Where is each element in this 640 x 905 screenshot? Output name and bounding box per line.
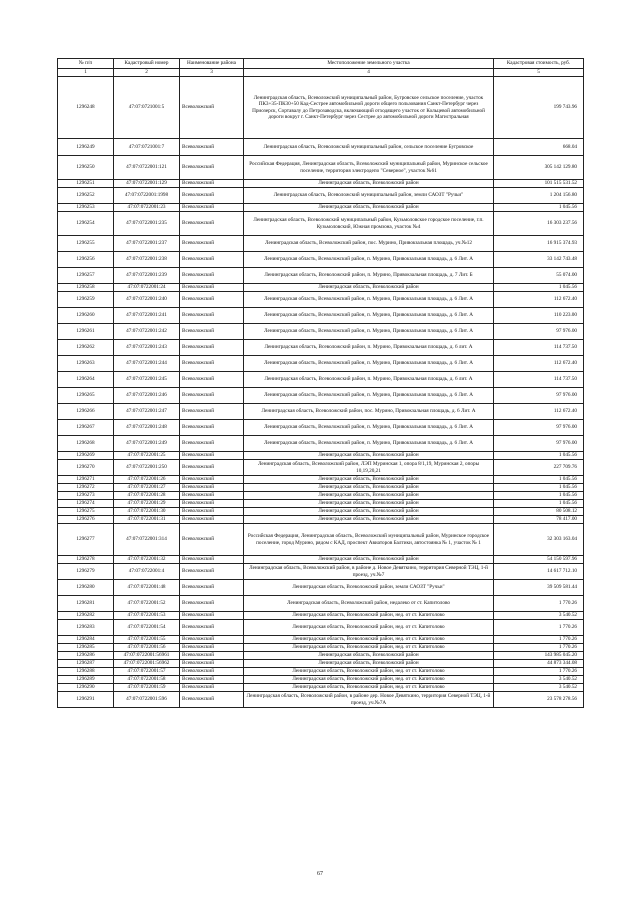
row-number: 1296249 — [58, 139, 114, 156]
row-number: 1296279 — [58, 564, 114, 580]
cadastral-number: 47:07:0722001:48 — [114, 580, 180, 596]
location: Ленинградская область, Всеволожский район, нед. от ст. Капитолово — [244, 612, 494, 620]
location: Ленинградская область, Всеволожский район, п. Мурино, Привокзальная площадь, д. 6 Лит. А — [244, 324, 494, 340]
district-name: Всеволожский — [180, 268, 244, 284]
location: Ленинградская область, Всеволожский муниципальный район, сельское поселение Бугровское — [244, 139, 494, 156]
row-number: 1296276 — [58, 516, 114, 524]
district-name: Всеволожский — [180, 324, 244, 340]
table-row — [58, 564, 584, 580]
district-name: Всеволожский — [180, 676, 244, 684]
table-row — [58, 204, 584, 212]
table-row — [58, 516, 584, 524]
cadastral-value: 668.04 — [494, 139, 584, 156]
cadastral-number: 47:07:0722001:54 — [114, 620, 180, 636]
cadastral-number: 47:07:0722001:237 — [114, 236, 180, 252]
location: Ленинградская область, Всеволожский район — [244, 204, 494, 212]
location: Ленинградская область, Всеволожский район — [244, 660, 494, 668]
cadastral-number: 47:07:0722001:58 — [114, 676, 180, 684]
cadastral-value: 1 045.56 — [494, 500, 584, 508]
district-name: Всеволожский — [180, 484, 244, 492]
cadastral-value: 55 074.00 — [494, 268, 584, 284]
district-name: Всеволожский — [180, 436, 244, 452]
cadastral-value: 3 540.52 — [494, 684, 584, 692]
location: Ленинградская область, Всеволожский район — [244, 452, 494, 460]
row-number: 1296285 — [58, 644, 114, 652]
district-name: Всеволожский — [180, 684, 244, 692]
row-number: 1296251 — [58, 180, 114, 188]
cadastral-value: 1 045.56 — [494, 204, 584, 212]
location: Ленинградская область, Всеволожский район, п. Мурино, Привокзальная площадь, д. 6 Лит. А — [244, 420, 494, 436]
table-row — [58, 500, 584, 508]
column-index: 3 — [180, 69, 244, 77]
cadastral-number: 47:07:0722001:240 — [114, 292, 180, 308]
location: Ленинградская область, Всеволожский район, п. Мурино, Привокзальная площадь, д. 6 лит. А — [244, 340, 494, 356]
location: Ленинградская область, Всеволожский район, ЛЭП Муринская 1, опора 8/1,19, Муринская 2, опоры 10,19,20,21 — [244, 460, 494, 476]
row-number: 1296289 — [58, 676, 114, 684]
row-number: 1296283 — [58, 620, 114, 636]
table-row — [58, 372, 584, 388]
table-row — [58, 340, 584, 356]
district-name: Всеволожский — [180, 372, 244, 388]
table-row — [58, 476, 584, 484]
location: Ленинградская область, Всеволожский район, нед. от ст. Капитолово — [244, 636, 494, 644]
cadastral-number: 47:07:0722001:314 — [114, 524, 180, 556]
row-number: 1296248 — [58, 77, 114, 139]
header-row — [58, 59, 584, 69]
cadastral-number: 47:07:0722001:129 — [114, 180, 180, 188]
cadastral-number: 47:07:0722001:26 — [114, 476, 180, 484]
district-name: Всеволожский — [180, 236, 244, 252]
location: Ленинградская область, Всеволожский район — [244, 180, 494, 188]
cadastral-value: 114 737.50 — [494, 340, 584, 356]
location: Ленинградская область, Всеволожский район, недалеко от ст. Капитолово — [244, 596, 494, 612]
location: Ленинградская область, Всеволожский район, нед. от ст. Капитолово — [244, 620, 494, 636]
table-row — [58, 212, 584, 236]
column-index: 5 — [494, 69, 584, 77]
location: Российская Федерация, Ленинградская область, Всеволожский муниципальный район, Муринское сельское поселение, территория электродепо "Северное", участок №61 — [244, 156, 494, 180]
table-row — [58, 484, 584, 492]
cadastral-value: 3 540.52 — [494, 676, 584, 684]
table-row — [58, 77, 584, 139]
location: Ленинградская область, Всеволожский район, в районе д. Новое Девяткино, территория Северной ТЭЦ, 1-й проезд, уч.№7 — [244, 564, 494, 580]
cadastral-value: 80 508.12 — [494, 508, 584, 516]
row-number: 1296265 — [58, 388, 114, 404]
district-name: Всеволожский — [180, 612, 244, 620]
cadastral-number: 47:07:0722001:121 — [114, 156, 180, 180]
cadastral-value: 1 045.56 — [494, 492, 584, 500]
location: Ленинградская область, Всеволожский район, п. Мурино, Привокзальная площадь, д. 6 Лит. А — [244, 356, 494, 372]
district-name: Всеволожский — [180, 388, 244, 404]
table-row — [58, 660, 584, 668]
location: Ленинградская область, Всеволожский район, п. Мурино, Привокзальная площадь, д. 6 Лит. А — [244, 308, 494, 324]
row-number: 1296269 — [58, 452, 114, 460]
table-row — [58, 652, 584, 660]
table-row — [58, 524, 584, 556]
row-number: 1296282 — [58, 612, 114, 620]
header-district: Наименование района — [180, 59, 244, 69]
cadastral-number: 47:07:0722001:56 — [114, 644, 180, 652]
cadastral-value: 199 743.96 — [494, 77, 584, 139]
location: Ленинградская область, Всеволожский район, нед. от ст. Капитолово — [244, 668, 494, 676]
location: Ленинградская область, Всеволожский район — [244, 284, 494, 292]
location: Ленинградская область, Всеволожский район — [244, 484, 494, 492]
cadastral-value: 110 223.00 — [494, 308, 584, 324]
cadastral-value: 33 142 743.48 — [494, 252, 584, 268]
district-name: Всеволожский — [180, 644, 244, 652]
district-name: Всеволожский — [180, 420, 244, 436]
district-name: Всеволожский — [180, 596, 244, 612]
location: Ленинградская область, Всеволожский район, п. Мурино, Привокзальная площадь, д. 6 Лит. А — [244, 292, 494, 308]
row-number: 1296267 — [58, 420, 114, 436]
district-name: Всеволожский — [180, 668, 244, 676]
cadastral-number: 47:07:0722001:249 — [114, 436, 180, 452]
location: Ленинградская область, Всеволожский район, нед. от ст. Капитолово — [244, 684, 494, 692]
row-number: 1296259 — [58, 292, 114, 308]
column-index: 4 — [244, 69, 494, 77]
row-number: 1296290 — [58, 684, 114, 692]
table-row — [58, 644, 584, 652]
cadastral-number: 47:07:0721001:7 — [114, 139, 180, 156]
location: Ленинградская область, Всеволожский район, пос. Мурино, Привокзальная площадь, д. 6 Лит. А — [244, 404, 494, 420]
cadastral-value: 1 045.56 — [494, 284, 584, 292]
row-number: 1296261 — [58, 324, 114, 340]
cadastral-value: 1 045.56 — [494, 476, 584, 484]
location: Ленинградская область, Всеволожский район — [244, 492, 494, 500]
row-number: 1296252 — [58, 188, 114, 204]
row-number: 1296272 — [58, 484, 114, 492]
column-index: 2 — [114, 69, 180, 77]
location: Ленинградская область, Всеволожский район, земли САОЗТ "Ручьи" — [244, 580, 494, 596]
table-row — [58, 460, 584, 476]
row-number: 1296274 — [58, 500, 114, 508]
cadastral-number: 47:07:0722001:250 — [114, 460, 180, 476]
district-name: Всеволожский — [180, 516, 244, 524]
row-number: 1296270 — [58, 460, 114, 476]
cadastral-value: 1 770.26 — [494, 644, 584, 652]
row-number: 1296275 — [58, 508, 114, 516]
row-number: 1296281 — [58, 596, 114, 612]
cadastral-value: 305 142 129.80 — [494, 156, 584, 180]
column-index: 1 — [58, 69, 114, 77]
cadastral-number: 47:07:0722001:242 — [114, 324, 180, 340]
district-name: Всеволожский — [180, 564, 244, 580]
cadastral-value: 14 617 712.10 — [494, 564, 584, 580]
table-row — [58, 420, 584, 436]
table-row — [58, 236, 584, 252]
location: Ленинградская область, Всеволожский район — [244, 476, 494, 484]
row-number: 1296288 — [58, 668, 114, 676]
cadastral-value: 1 770.26 — [494, 668, 584, 676]
row-number: 1296262 — [58, 340, 114, 356]
cadastral-number: 47:07:0722001:243 — [114, 340, 180, 356]
cadastral-value: 112 672.40 — [494, 404, 584, 420]
table-row — [58, 404, 584, 420]
location: Ленинградская область, Всеволожский район, п. Мурино, Привокзальная площадь, д. 6 Лит. А — [244, 252, 494, 268]
cadastral-number: 47:07:0722001:4 — [114, 564, 180, 580]
cadastral-value: 1 045.56 — [494, 484, 584, 492]
row-number: 1296284 — [58, 636, 114, 644]
district-name: Всеволожский — [180, 180, 244, 188]
district-name: Всеволожский — [180, 492, 244, 500]
district-name: Всеволожский — [180, 476, 244, 484]
header-location: Местоположение земельного участка — [244, 59, 494, 69]
cadastral-number: 47:07:0722001:235 — [114, 212, 180, 236]
cadastral-value: 16 303 237.56 — [494, 212, 584, 236]
district-name: Всеволожский — [180, 188, 244, 204]
cadastral-number: 47:07:0722001:245 — [114, 372, 180, 388]
row-number: 1296257 — [58, 268, 114, 284]
district-name: Всеволожский — [180, 508, 244, 516]
row-number: 1296263 — [58, 356, 114, 372]
cadastral-number: 47:07:0722001:246 — [114, 388, 180, 404]
district-name: Всеволожский — [180, 340, 244, 356]
cadastral-value: 39 509 581.44 — [494, 580, 584, 596]
district-name: Всеволожский — [180, 636, 244, 644]
cadastral-value: 97 976.00 — [494, 436, 584, 452]
location: Ленинградская область, Всеволожский район — [244, 556, 494, 564]
cadastral-value: 44 873 344.08 — [494, 660, 584, 668]
table-row — [58, 596, 584, 612]
table-row — [58, 284, 584, 292]
cadastral-number: 47:07:0722001:53 — [114, 612, 180, 620]
district-name: Всеволожский — [180, 252, 244, 268]
cadastral-number: 47:07:0722001:30 — [114, 508, 180, 516]
cadastral-value: 32 303 163.04 — [494, 524, 584, 556]
cadastral-number: 47:07:0722001:1998 — [114, 188, 180, 204]
table-row — [58, 684, 584, 692]
cadastral-value: 1 770.26 — [494, 596, 584, 612]
cadastral-table — [57, 58, 584, 708]
cadastral-value: 97 976.00 — [494, 388, 584, 404]
cadastral-value: 97 976.00 — [494, 420, 584, 436]
cadastral-number: 47:07:0722001:247 — [114, 404, 180, 420]
district-name: Всеволожский — [180, 620, 244, 636]
table-row — [58, 252, 584, 268]
district-name: Всеволожский — [180, 556, 244, 564]
row-number: 1296268 — [58, 436, 114, 452]
table-row — [58, 612, 584, 620]
row-number: 1296264 — [58, 372, 114, 388]
table-row — [58, 556, 584, 564]
cadastral-value: 23 578 278.56 — [494, 692, 584, 708]
row-number: 1296258 — [58, 284, 114, 292]
table-row — [58, 692, 584, 708]
cadastral-number: 47:07:0722001:23 — [114, 204, 180, 212]
district-name: Всеволожский — [180, 500, 244, 508]
row-number: 1296278 — [58, 556, 114, 564]
table-row — [58, 156, 584, 180]
cadastral-value: 1 045.56 — [494, 452, 584, 460]
cadastral-value: 112 672.40 — [494, 356, 584, 372]
cadastral-number: 47:07:0722001:29 — [114, 500, 180, 508]
location: Ленинградская область, Всеволожский муниципальный район, Кузьмоловское городское поселение, г.п. Кузьмоловский, Южная промзона, участок №4 — [244, 212, 494, 236]
table-row — [58, 676, 584, 684]
cadastral-value: 78 417.00 — [494, 516, 584, 524]
table-row — [58, 180, 584, 188]
row-number: 1296286 — [58, 652, 114, 660]
row-number: 1296253 — [58, 204, 114, 212]
cadastral-number: 47:07:0722001:28 — [114, 492, 180, 500]
district-name: Всеволожский — [180, 460, 244, 476]
row-number: 1296280 — [58, 580, 114, 596]
location: Ленинградская область, Всеволожский район, п. Мурино, Привокзальная площадь, д. 6 лит. А — [244, 372, 494, 388]
district-name: Всеволожский — [180, 292, 244, 308]
row-number: 1296250 — [58, 156, 114, 180]
table-row — [58, 580, 584, 596]
cadastral-number: 47:07:0722001:55 — [114, 636, 180, 644]
table-row — [58, 388, 584, 404]
cadastral-value: 1 204 156.80 — [494, 188, 584, 204]
cadastral-value: 1 770.26 — [494, 620, 584, 636]
page-number: 67 — [317, 871, 323, 877]
cadastral-value: 3 540.52 — [494, 612, 584, 620]
header-cadastral-value: Кадастровая стоимость, руб. — [494, 59, 584, 69]
cadastral-number: 47:07:0722001:32 — [114, 556, 180, 564]
cadastral-number: 47:07:0722001:238 — [114, 252, 180, 268]
location: Ленинградская область, Всеволожский район — [244, 516, 494, 524]
row-number: 1296260 — [58, 308, 114, 324]
district-name: Всеволожский — [180, 139, 244, 156]
location: Ленинградская область, Всеволожский муниципальный район, Бугровское сельское поселение, участок ПК3+35-ПК30+50 Кад-Сестрее автомобильной дороги общего пользования Санкт-Петербург через Приозерск, Сортавалу до Петрозаводска, включающий отходящего участок от Кольцевой автомобильной дороги вокруг г. Санкт-Петербург через Сестрее до автомобильной дороги Магистральная — [244, 77, 494, 139]
row-number: 1296266 — [58, 404, 114, 420]
location: Ленинградская область, Всеволожский муниципальный район, земли САОЗТ "Ручьи" — [244, 188, 494, 204]
district-name: Всеволожский — [180, 212, 244, 236]
table-row — [58, 308, 584, 324]
row-number: 1296254 — [58, 212, 114, 236]
cadastral-value: 16 915 374.93 — [494, 236, 584, 252]
table-row — [58, 492, 584, 500]
location: Ленинградская область, Всеволожский район, п. Мурино, Привокзальная площадь, д. 6 Лит. А — [244, 436, 494, 452]
cadastral-number: 47:07:0722001:57 — [114, 668, 180, 676]
district-name: Всеволожский — [180, 660, 244, 668]
cadastral-number: 47:07:0722001:56962 — [114, 660, 180, 668]
location: Ленинградская область, Всеволожский район — [244, 508, 494, 516]
cadastral-number: 47:07:0722001:52 — [114, 596, 180, 612]
row-number: 1296287 — [58, 660, 114, 668]
location: Ленинградская область, Всеволожский район, п. Мурино, Привокзальная площадь, д. 6 Лит. А — [244, 388, 494, 404]
location: Российская Федерация, Ленинградская область, Всеволожский муниципальный район, Муринское городское поселение, город Мурино, рядом с КАД, проспект Авиаторов Балтики, автостоянка № 1, участок № 1 — [244, 524, 494, 556]
cadastral-number: 47:07:0722001:31 — [114, 516, 180, 524]
header-number: № п/п — [58, 59, 114, 69]
cadastral-value: 101 515 531.52 — [494, 180, 584, 188]
district-name: Всеволожский — [180, 356, 244, 372]
district-name: Всеволожский — [180, 77, 244, 139]
district-name: Всеволожский — [180, 524, 244, 556]
row-number: 1296291 — [58, 692, 114, 708]
cadastral-number: 47:07:0721001:5 — [114, 77, 180, 139]
table-row — [58, 292, 584, 308]
district-name: Всеволожский — [180, 284, 244, 292]
district-name: Всеволожский — [180, 652, 244, 660]
table-row — [58, 668, 584, 676]
table-row — [58, 356, 584, 372]
district-name: Всеволожский — [180, 452, 244, 460]
cadastral-number: 47:07:0722001:596 — [114, 692, 180, 708]
location: Ленинградская область, Всеволожский район, п. Мурино, Привокзальная площадь, д. 7 Лит. Б — [244, 268, 494, 284]
cadastral-value: 112 672.40 — [494, 292, 584, 308]
cadastral-number: 47:07:0722001:59 — [114, 684, 180, 692]
cadastral-value: 97 976.00 — [494, 324, 584, 340]
table-row — [58, 188, 584, 204]
row-number: 1296271 — [58, 476, 114, 484]
cadastral-number: 47:07:0722001:244 — [114, 356, 180, 372]
table-row — [58, 452, 584, 460]
row-number: 1296256 — [58, 252, 114, 268]
column-index-row — [58, 69, 584, 77]
cadastral-number: 47:07:0722001:248 — [114, 420, 180, 436]
table-row — [58, 436, 584, 452]
cadastral-value: 54 150 597.96 — [494, 556, 584, 564]
district-name: Всеволожский — [180, 404, 244, 420]
district-name: Всеволожский — [180, 308, 244, 324]
cadastral-number: 47:07:0722001:24 — [114, 284, 180, 292]
location: Ленинградская область, Всеволожский район — [244, 652, 494, 660]
document-sheet — [57, 58, 583, 708]
row-number: 1296255 — [58, 236, 114, 252]
row-number: 1296273 — [58, 492, 114, 500]
cadastral-number: 47:07:0722001:27 — [114, 484, 180, 492]
district-name: Всеволожский — [180, 156, 244, 180]
table-row — [58, 636, 584, 644]
cadastral-value: 227 709.76 — [494, 460, 584, 476]
location: Ленинградская область, Всеволожский район — [244, 500, 494, 508]
cadastral-number: 47:07:0722001:241 — [114, 308, 180, 324]
location: Ленинградская область, Всеволожский район, в районе дер. Новое Девяткино, территория Северной ТЭЦ, 1-й проезд, уч.№7А — [244, 692, 494, 708]
district-name: Всеволожский — [180, 692, 244, 708]
cadastral-number: 47:07:0722001:25 — [114, 452, 180, 460]
table-row — [58, 268, 584, 284]
table-row — [58, 324, 584, 340]
location: Ленинградская область, Всеволожский район, нед. от ст. Капитолово — [244, 676, 494, 684]
cadastral-value: 114 737.50 — [494, 372, 584, 388]
table-body — [58, 77, 584, 708]
cadastral-number: 47:07:0722001:239 — [114, 268, 180, 284]
table-row — [58, 620, 584, 636]
table-row — [58, 508, 584, 516]
location: Ленинградская область, Всеволожский район, нед. от ст. Капитолово — [244, 644, 494, 652]
district-name: Всеволожский — [180, 204, 244, 212]
cadastral-value: 143 985 045.20 — [494, 652, 584, 660]
table-row — [58, 139, 584, 156]
cadastral-value: 1 770.26 — [494, 636, 584, 644]
row-number: 1296277 — [58, 524, 114, 556]
header-cadastral-number: Кадастровый номер — [114, 59, 180, 69]
district-name: Всеволожский — [180, 580, 244, 596]
cadastral-number: 47:07:0722001:56961 — [114, 652, 180, 660]
location: Ленинградская область, Всеволожский район, пос. Мурино, Привокзальная площадь, уч.№12 — [244, 236, 494, 252]
